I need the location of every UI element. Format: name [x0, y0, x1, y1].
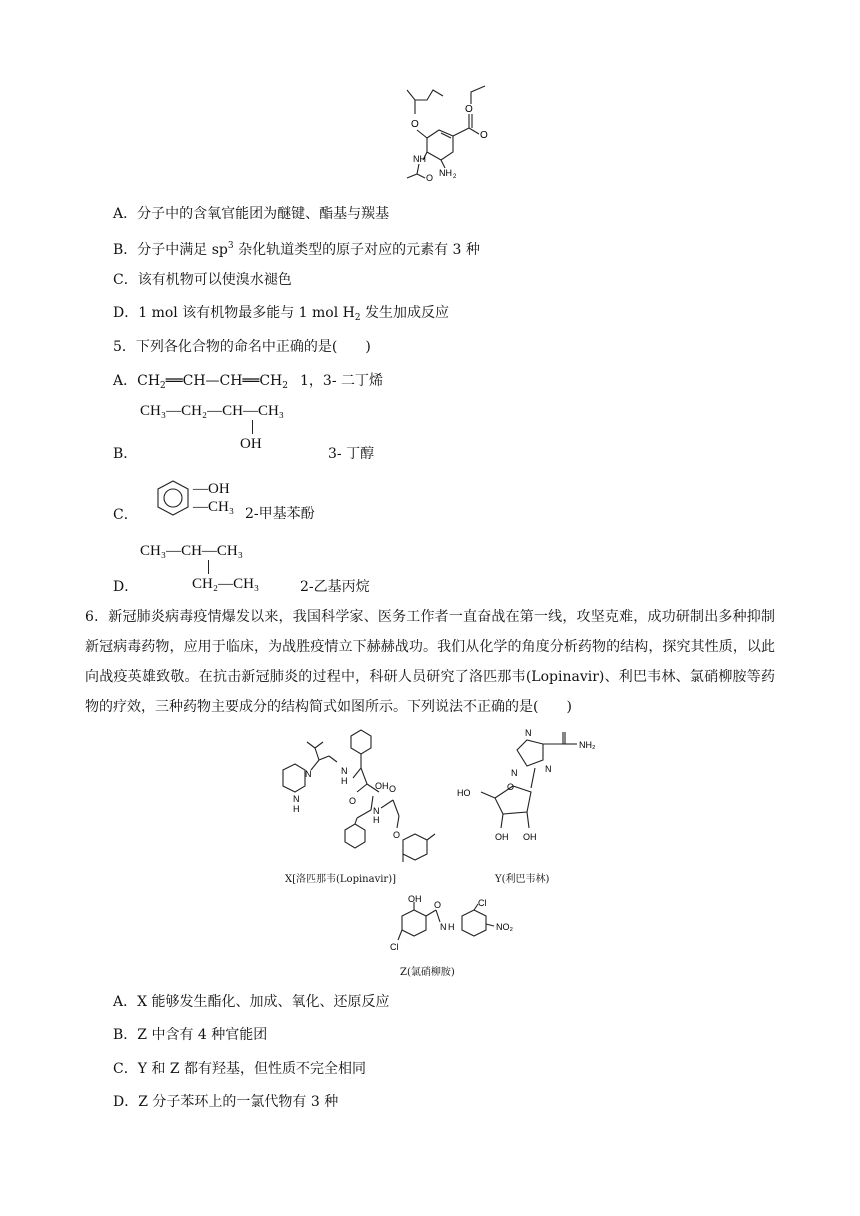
caption-z: Z(氯硝柳胺): [400, 967, 455, 978]
q5-c-ch3: —CH₃: [193, 499, 235, 515]
svg-text:N: N: [511, 768, 518, 778]
svg-text:OH: OH: [408, 894, 422, 904]
svg-text:OH: OH: [375, 781, 389, 791]
q6-option-d: D．Z 分子苯环上的一氯代物有 3 种: [113, 1094, 339, 1110]
svg-text:N: N: [373, 806, 380, 816]
q4-option-c: C．该有机物可以使溴水褪色: [113, 272, 292, 288]
svg-text:O: O: [389, 784, 397, 794]
svg-text:O: O: [507, 782, 515, 792]
q5-b-bond: [252, 420, 253, 434]
svg-text:N: N: [305, 769, 312, 779]
svg-text:Cl: Cl: [478, 898, 487, 908]
q5-option-b-name: 3- 丁醇: [328, 446, 375, 462]
caption-y: Y(利巴韦林): [495, 874, 550, 885]
nh2-label: NH: [439, 168, 452, 178]
svg-text:N: N: [341, 766, 348, 776]
q6-option-a: A．X 能够发生酯化、加成、氧化、还原反应: [113, 994, 390, 1010]
svg-text:OH: OH: [523, 832, 537, 842]
q6-stem: 6．新冠肺炎病毒疫情爆发以来，我国科学家、医务工作者一直奋战在第一线，攻坚克难，成功研制出多种抑制新冠病毒药物，应用于临床，为战胜疫情立下赫赫战功。我们从化学的角度分析药物的结构，探究其性质，以此向战疫英雄致敬。在抗击新冠肺炎的过程中，科研人员研究了洛匹那韦(Lopinavir)、利巴韦林、氯硝柳胺等药物的疗效，三种药物主要成分的结构简式如图所示。下列说法不正确的是( ): [85, 609, 775, 715]
q4-option-a: A．分子中的含氧官能团为醚键、酯基与羰基: [113, 206, 390, 222]
svg-text:HO: HO: [457, 788, 471, 798]
q5-option-b-letter: B．: [113, 446, 138, 462]
lopinavir-structure: [275, 722, 450, 870]
ribavirin-structure: [455, 722, 625, 872]
q5-b-oh: OH: [240, 436, 262, 452]
q4-option-b: B．分子中满足 $sp^3$ 杂化轨道类型的原子对应的元素有 3 种: [113, 241, 480, 258]
q5-d-branch: CH₂—CH₃: [192, 576, 260, 592]
svg-text:O: O: [349, 796, 357, 806]
svg-text:H: H: [293, 804, 300, 814]
ester-o2-label: O: [465, 104, 473, 115]
svg-text:N: N: [545, 764, 552, 774]
q5-option-a: A．$CH_2══CH—CH══CH_2$ 1，3- 二丁烯: [113, 373, 383, 391]
svg-text:Cl: Cl: [390, 942, 399, 952]
svg-text:H: H: [373, 815, 380, 825]
q6-option-c: C．Y 和 Z 都有羟基，但性质不完全相同: [113, 1061, 367, 1077]
ether-oxygen-label: O: [411, 119, 419, 130]
svg-text:H: H: [448, 922, 455, 932]
q5-option-d-letter: D．: [113, 579, 139, 595]
niclosamide-structure: [388, 894, 528, 960]
q5-option-c-letter: C．: [113, 507, 138, 523]
amide-o-label: O: [426, 173, 434, 182]
svg-text:NO₂: NO₂: [496, 922, 513, 932]
q5-d-bond: [208, 560, 209, 574]
svg-text:O: O: [434, 900, 442, 910]
svg-text:NH₂: NH₂: [579, 740, 596, 750]
svg-text:N: N: [525, 728, 532, 738]
svg-text:N: N: [293, 794, 300, 804]
q5-option-d-name: 2-乙基丙烷: [300, 579, 370, 595]
cyclohexene-ring: [427, 130, 453, 160]
q4-structure-diagram: [395, 82, 505, 182]
q5-d-formula: CH₃—CH—CH₃: [140, 543, 243, 559]
svg-text:H: H: [341, 776, 348, 786]
caption-x: X[洛匹那韦(Lopinavir)]: [285, 874, 397, 885]
svg-text:O: O: [393, 830, 401, 840]
svg-text:2: 2: [453, 174, 457, 180]
q5-stem: 5．下列各化合物的命名中正确的是( ): [113, 339, 371, 355]
q4-option-d: D．1 mol 该有机物最多能与 1 mol $H_2$ 发生加成反应: [113, 305, 450, 323]
pentyl-chain: [407, 90, 443, 100]
nh-label: NH: [413, 154, 426, 164]
svg-text:N: N: [440, 922, 447, 932]
q5-c-oh: —OH: [193, 481, 230, 497]
q6-option-b: B．Z 中含有 4 种官能团: [113, 1027, 268, 1043]
q5-option-c-name: 2-甲基苯酚: [245, 506, 315, 522]
q5-b-formula: CH₃—CH₂—CH—CH₃: [140, 403, 285, 419]
ester-o-label: O: [480, 130, 488, 141]
svg-text:OH: OH: [495, 832, 509, 842]
benzene-ring-icon: [153, 478, 193, 518]
